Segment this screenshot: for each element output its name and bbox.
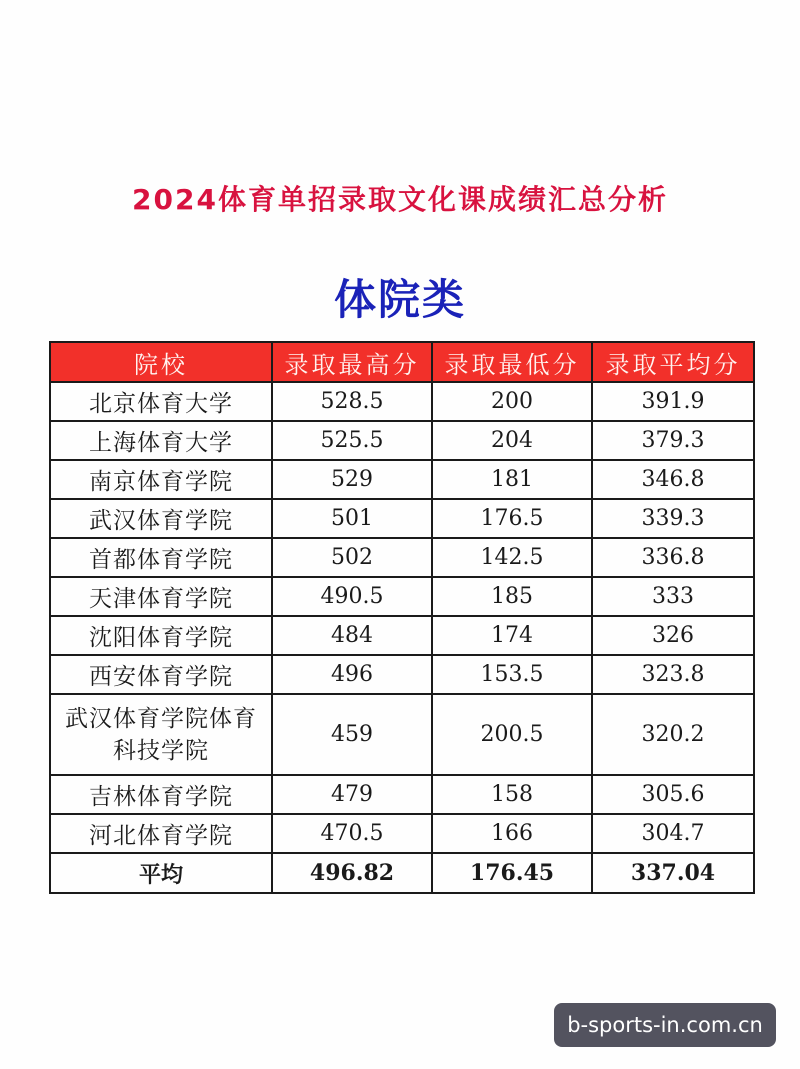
school-name-line: 科技学院	[113, 737, 209, 764]
avg-score: 339.3	[592, 499, 754, 538]
max-score: 470.5	[272, 814, 432, 853]
school-name: 河北体育学院	[50, 814, 272, 853]
min-score: 174	[432, 616, 592, 655]
category-title: 体院类	[333, 275, 466, 324]
table-row	[50, 694, 754, 775]
header-school: 院校	[50, 342, 272, 382]
max-score: 479	[272, 775, 432, 814]
min-score: 200.5	[432, 694, 592, 775]
school-name: 西安体育学院	[50, 655, 272, 694]
max-score: 502	[272, 538, 432, 577]
watermark-badge: b-sports-in.com.cn	[554, 1003, 776, 1047]
min-score: 204	[432, 421, 592, 460]
max-score: 529	[272, 460, 432, 499]
table-row	[50, 538, 754, 577]
average-row	[50, 853, 754, 893]
table-row	[50, 460, 754, 499]
school-name: 武汉体育学院	[50, 499, 272, 538]
min-score: 185	[432, 577, 592, 616]
min-score: 176.5	[432, 499, 592, 538]
min-score: 153.5	[432, 655, 592, 694]
max-score: 496	[272, 655, 432, 694]
avg-score: 305.6	[592, 775, 754, 814]
school-name: 北京体育大学	[50, 382, 272, 421]
table-row	[50, 775, 754, 814]
school-name: 吉林体育学院	[50, 775, 272, 814]
avg-score: 391.9	[592, 382, 754, 421]
school-name: 南京体育学院	[50, 460, 272, 499]
school-name-line: 武汉体育学院体育	[65, 705, 257, 732]
min-score: 181	[432, 460, 592, 499]
page-title: 2024体育单招录取文化课成绩汇总分析	[132, 183, 668, 216]
school-name: 首都体育学院	[50, 538, 272, 577]
avg-score: 326	[592, 616, 754, 655]
school-name: 上海体育大学	[50, 421, 272, 460]
min-score: 142.5	[432, 538, 592, 577]
school-name	[50, 694, 272, 775]
max-score: 459	[272, 694, 432, 775]
avg-score: 333	[592, 577, 754, 616]
table-row	[50, 655, 754, 694]
table-row	[50, 382, 754, 421]
average-min-score: 176.45	[432, 853, 592, 893]
table-row	[50, 577, 754, 616]
max-score: 490.5	[272, 577, 432, 616]
average-label: 平均	[50, 853, 272, 893]
max-score: 484	[272, 616, 432, 655]
table-row	[50, 814, 754, 853]
avg-score: 304.7	[592, 814, 754, 853]
min-score: 166	[432, 814, 592, 853]
table-row	[50, 499, 754, 538]
table-row	[50, 616, 754, 655]
avg-score: 323.8	[592, 655, 754, 694]
school-name: 沈阳体育学院	[50, 616, 272, 655]
min-score: 158	[432, 775, 592, 814]
avg-score: 320.2	[592, 694, 754, 775]
max-score: 525.5	[272, 421, 432, 460]
max-score: 528.5	[272, 382, 432, 421]
avg-score: 336.8	[592, 538, 754, 577]
header-max-score: 录取最高分	[272, 342, 432, 382]
min-score: 200	[432, 382, 592, 421]
table-row	[50, 421, 754, 460]
score-table	[49, 341, 755, 894]
average-max-score: 496.82	[272, 853, 432, 893]
average-avg-score: 337.04	[592, 853, 754, 893]
table-header-row	[50, 342, 754, 382]
header-avg-score: 录取平均分	[592, 342, 754, 382]
school-name: 天津体育学院	[50, 577, 272, 616]
avg-score: 379.3	[592, 421, 754, 460]
header-min-score: 录取最低分	[432, 342, 592, 382]
avg-score: 346.8	[592, 460, 754, 499]
max-score: 501	[272, 499, 432, 538]
